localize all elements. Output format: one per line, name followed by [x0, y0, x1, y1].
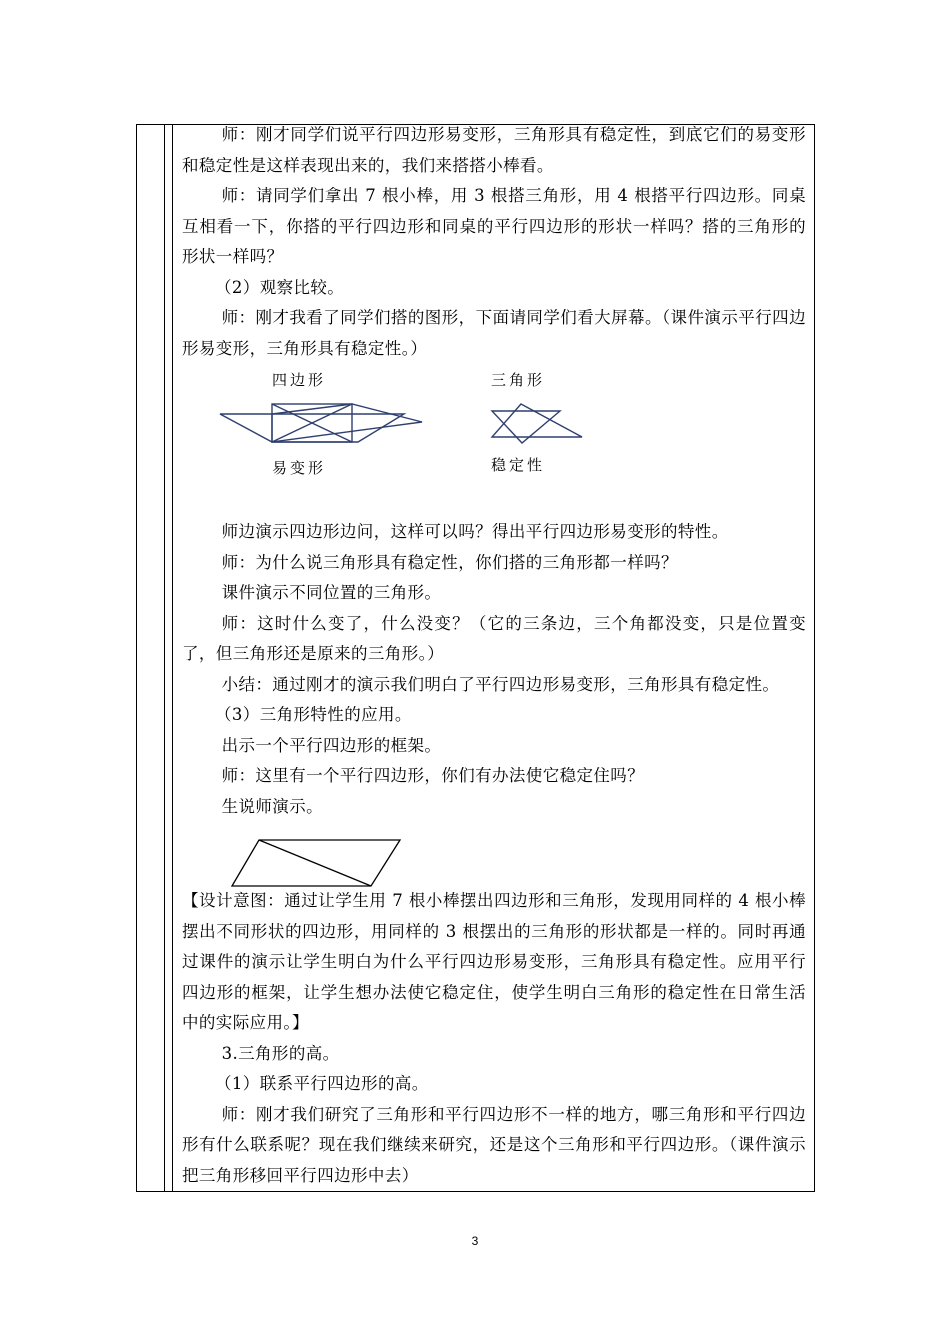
paragraph: 师：这里有一个平行四边形，你们有办法使它稳定住吗？	[221, 766, 645, 785]
paragraph: 课件演示不同位置的三角形。	[221, 583, 442, 602]
paragraph: 师：这时什么变了，什么没变？（它的三条边，三个角都没变，只是位置变了，但三角形还是原来的三角形。）	[182, 613, 806, 663]
table-column-divider	[172, 125, 173, 1191]
label-triangle: 三角形	[491, 371, 546, 389]
lesson-content	[182, 120, 806, 1191]
paragraph: 师：请同学们拿出 7 根小棒，用 3 根搭三角形，用 4 根搭平行四边形。同桌互相看一下，你搭的平行四边形和同桌的平行四边形的形状一样吗？搭的三角形的形状一样吗？	[182, 186, 806, 266]
triangle-down	[492, 411, 560, 443]
paragraph: 师：为什么说三角形具有稳定性，你们搭的三角形都一样吗？	[221, 552, 678, 572]
section-heading: （3）三角形特性的应用。	[215, 705, 412, 724]
label-deformable: 易变形	[272, 459, 327, 477]
table-column-divider	[164, 125, 165, 1191]
triangle-up	[492, 404, 582, 437]
paragraph: 师：刚才我们研究了三角形和平行四边形不一样的地方，哪三角形和平行四边形有什么联系呢？现在我们继续来研究，还是这个三角形和平行四边形。（课件演示把三角形移回平行四边形中去）	[182, 1104, 806, 1185]
label-stable: 稳定性	[491, 456, 546, 474]
label-quadrilateral: 四边形	[272, 371, 327, 389]
paragraph: 师：刚才我看了同学们搭的图形，下面请同学们看大屏幕。（课件演示平行四边形易变形，三角形具有稳定性。）	[182, 308, 806, 358]
parallelogram-frame-figure	[230, 835, 405, 890]
paragraph: 生说师演示。	[221, 796, 323, 816]
shape-demo-figure	[216, 366, 596, 486]
diagonal-brace	[259, 840, 371, 886]
paragraph: 小结：通过刚才的演示我们明白了平行四边形易变形，三角形具有稳定性。	[221, 674, 780, 694]
parallelogram-right	[272, 404, 422, 442]
section-heading: （1）联系平行四边形的高。	[215, 1074, 429, 1093]
quadrilateral-drawing	[220, 404, 422, 442]
paragraph: 师边演示四边形边问，这样可以吗？得出平行四边形易变形的特性。	[221, 522, 729, 541]
page-number: 3	[471, 1234, 479, 1248]
design-intent: 【设计意图：通过让学生用 7 根小棒摆出四边形和三角形，发现用同样的 4 根小棒摆出不同形状的四边形，用同样的 3 根摆出的三角形的形状都是一样的。同时再通过课件的演示让学生明白为什么平行四边形易变形，三角形具有稳定性。应用平行四边形的框架，让学生想办法使它稳定住，使学生明白三角形的稳定性在日常生活中的实际应用。】	[182, 891, 806, 1032]
paragraph: 师：刚才同学们说平行四边形易变形，三角形具有稳定性，到底它们的易变形和稳定性是这样表现出来的，我们来搭搭小棒看。	[182, 125, 806, 175]
paragraph: 出示一个平行四边形的框架。	[221, 735, 442, 755]
triangle-drawing	[492, 404, 582, 443]
section-heading: （2）观察比较。	[215, 277, 345, 297]
section-heading: 3.三角形的高。	[221, 1043, 340, 1063]
